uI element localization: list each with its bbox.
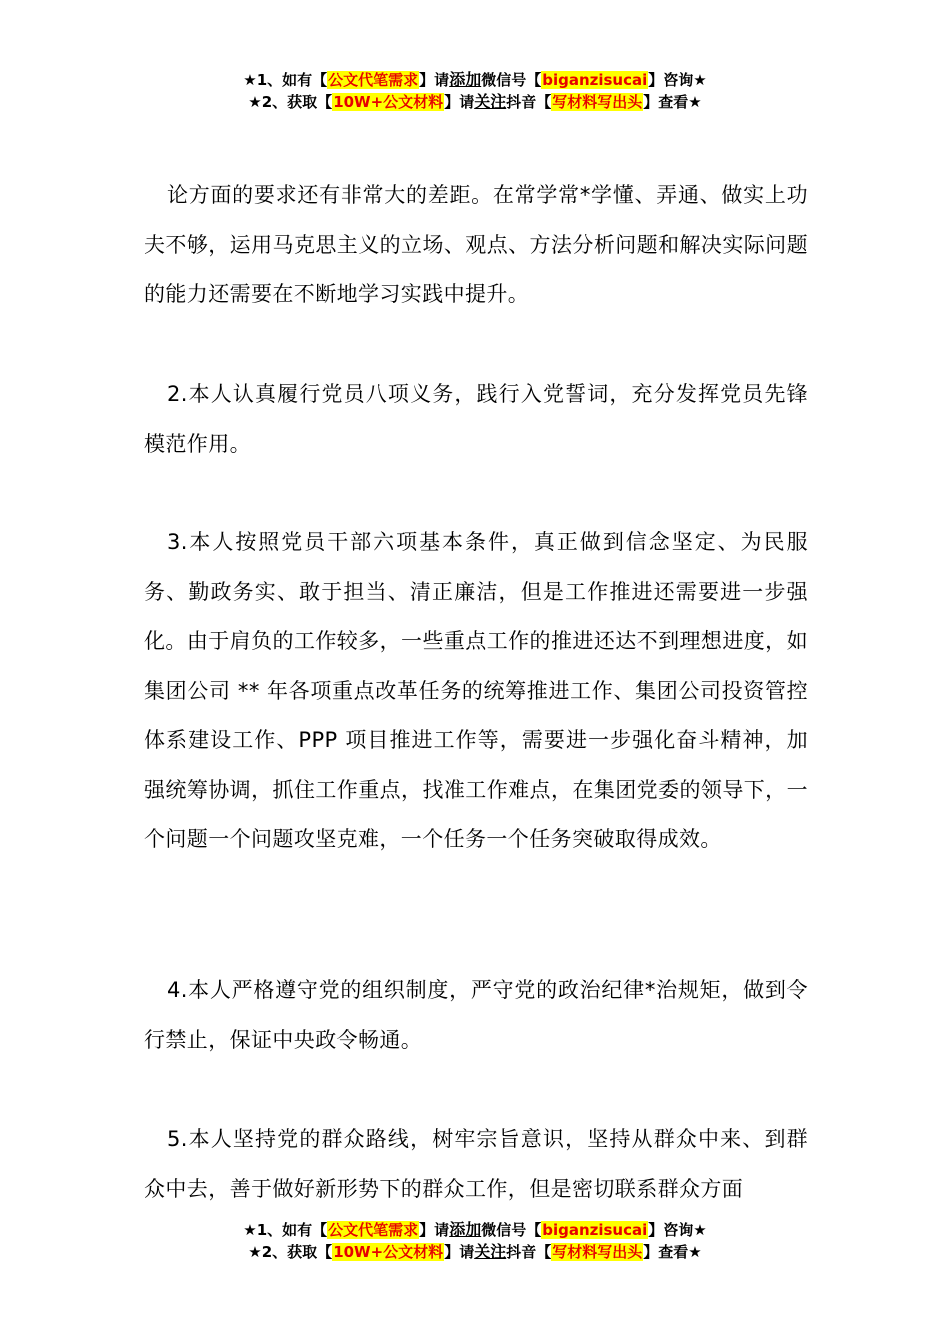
header-line-1-middle-2: 微信号【 [481,71,542,89]
document-body-para-1 [144,171,808,320]
footer-highlight-service: 公文代笔需求 [328,1221,419,1239]
header-highlight-douyin: 写材料写出头 [552,93,643,111]
header-line-1-suffix: 】咨询★ [648,71,707,89]
footer-line-1-prefix: ★1、如有【 [243,1221,328,1239]
footer-line-2-prefix: ★2、获取【 [248,1243,333,1261]
header-line-2 [0,91,950,113]
paragraph-1: 论方面的要求还有非常大的差距。在常学常*学懂、弄通、做实上功夫不够，运用马克思主义的立场、观点、方法分析问题和解决实际问题的能力还需要在不断地学习实践中提升。 [144,183,808,306]
footer-underlined-follow: 关注 [474,1242,507,1261]
header-line-2-middle-2: 抖音【 [506,93,552,111]
footer-underlined-add: 添加 [449,1220,482,1239]
header-line-2-prefix: ★2、获取【 [248,93,333,111]
document-body-para-2 [144,370,808,469]
footer-banner [0,1219,950,1263]
header-highlight-materials: 10W+公文材料 [333,93,444,111]
footer-highlight-douyin: 写材料写出头 [552,1243,643,1261]
paragraph-4: 4.本人严格遵守党的组织制度，严守党的政治纪律*治规矩，做到令行禁止，保证中央政令畅通。 [144,978,808,1052]
document-body-para-3 [144,518,808,865]
paragraph-5: 5.本人坚持党的群众路线，树牢宗旨意识，坚持从群众中来、到群众中去，善于做好新形势下的群众工作，但是密切联系群众方面 [144,1127,808,1201]
footer-line-2-middle: 】请 [444,1243,475,1261]
header-line-1-middle: 】请 [419,71,450,89]
header-highlight-wechat-id: biganzisucai [542,71,648,89]
header-banner [0,69,950,113]
header-underlined-add: 添加 [449,70,482,89]
header-line-1 [0,69,950,91]
document-body-para-5 [144,1115,808,1214]
paragraph-2: 2.本人认真履行党员八项义务，践行入党誓词，充分发挥党员先锋模范作用。 [144,382,808,456]
header-highlight-service: 公文代笔需求 [328,71,419,89]
footer-highlight-wechat-id: biganzisucai [542,1221,648,1239]
header-line-1-prefix: ★1、如有【 [243,71,328,89]
footer-line-1-middle: 】请 [419,1221,450,1239]
header-underlined-follow: 关注 [474,92,507,111]
footer-highlight-materials: 10W+公文材料 [333,1243,444,1261]
footer-line-1-suffix: 】咨询★ [648,1221,707,1239]
footer-line-2-middle-2: 抖音【 [506,1243,552,1261]
footer-line-2-suffix: 】查看★ [643,1243,702,1261]
footer-line-1 [0,1219,950,1241]
header-line-2-suffix: 】查看★ [643,93,702,111]
footer-line-1-middle-2: 微信号【 [481,1221,542,1239]
footer-line-2 [0,1241,950,1263]
document-body-para-4 [144,966,808,1065]
paragraph-3: 3.本人按照党员干部六项基本条件，真正做到信念坚定、为民服务、勤政务实、敢于担当、清正廉洁，但是工作推进还需要进一步强化。由于肩负的工作较多，一些重点工作的推进还达不到理想进度，如集团公司 ** 年各项重点改革任务的统筹推进工作、集团公司投资管控体系建设工作、PPP 项目推进工作等，需要进一步强化奋斗精神，加强统筹协调，抓住工作重点，找准工作难点，在集团党委的领导下，一个问题一个问题攻坚克难，一个任务一个任务突破取得成效。 [144,530,808,851]
header-line-2-middle: 】请 [444,93,475,111]
